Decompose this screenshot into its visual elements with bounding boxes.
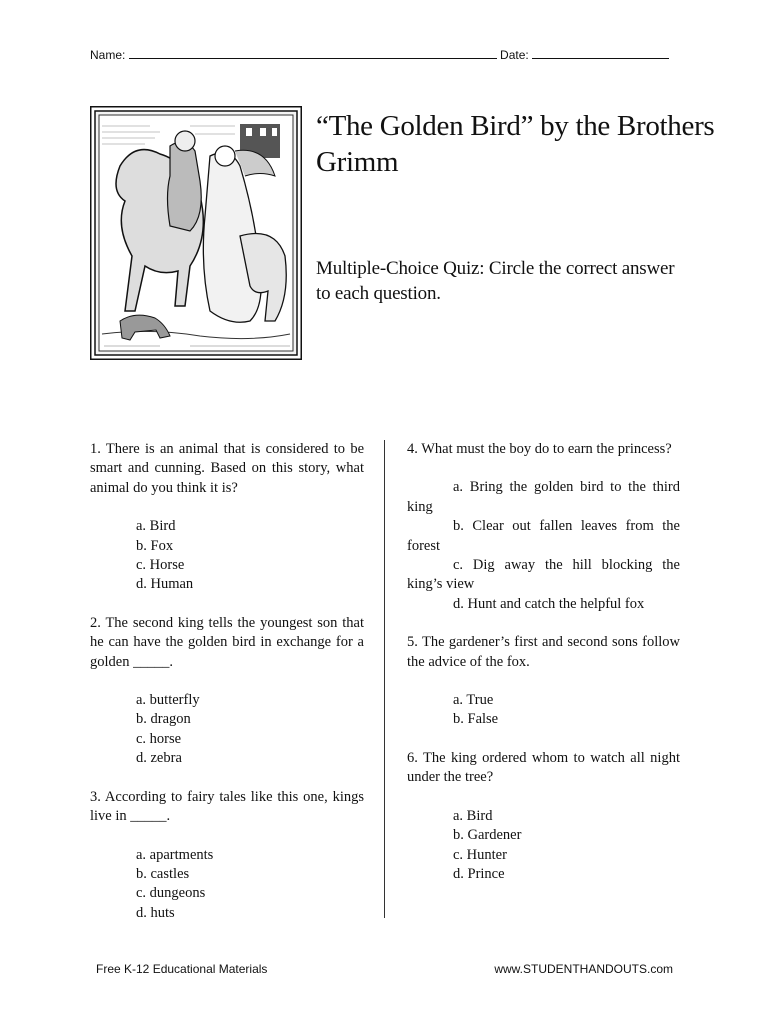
answer-option[interactable]: a. apartments [136,846,214,863]
footer-website: www.STUDENTHANDOUTS.com [494,962,673,976]
engraving-illustration [90,106,302,360]
quiz-instructions: Multiple-Choice Quiz: Circle the correct answer to each question. [316,258,675,304]
date-label: Date: [500,48,529,62]
name-label: Name: [90,48,126,62]
date-field[interactable] [532,48,669,59]
questions-left-column [90,440,364,942]
answer-option[interactable]: c. dungeons [136,885,206,902]
question-text: 5. The gardener’s first and second sons follow the advice of the fox. [407,634,680,670]
question-text: 4. What must the boy do to earn the princess? [407,441,672,457]
answer-option[interactable]: c. Dig away the hill blocking the king’s view [407,557,680,593]
answer-options [136,691,364,769]
footer-left-text: Free K-12 Educational Materials [96,962,268,976]
answer-option[interactable]: c. Horse [136,557,185,574]
answer-option[interactable]: c. horse [136,730,182,747]
answer-option[interactable]: d. huts [136,904,175,921]
answer-option[interactable]: d. Prince [453,865,505,882]
question-text: 1. There is an animal that is considered to be smart and cunning. Based on this story, what animal do you think it is? [90,441,364,496]
page-title: “The Golden Bird” by the Brothers Grimm [316,110,715,178]
question-text: 3. According to fairy tales like this one, kings live in _____. [90,788,364,825]
answer-option[interactable]: a. Bring the golden bird to the third king [407,479,680,515]
answer-option[interactable]: b. Clear out fallen leaves from the forest [407,518,680,554]
answer-option[interactable]: a. True [453,692,494,709]
answer-option[interactable]: a. Bird [136,518,176,535]
question-text: 6. The king ordered whom to watch all night under the tree? [407,749,680,786]
name-field[interactable] [129,48,497,59]
answer-option[interactable]: d. Human [136,576,194,593]
column-divider [384,440,385,918]
questions-right-column [407,440,680,903]
answer-option[interactable]: d. Hunt and catch the helpful fox [453,595,645,612]
answer-option[interactable]: b. Gardener [453,827,522,844]
answer-options [136,517,364,595]
header [90,48,669,62]
answer-option[interactable]: a. butterfly [136,692,200,709]
answer-option[interactable]: c. Hunter [453,846,507,863]
answer-option[interactable]: a. Bird [453,807,493,824]
answer-options [136,846,364,924]
question-text: 2. The second king tells the youngest son that he can have the golden bird in exchange for a golden _____. [90,614,364,670]
answer-option[interactable]: d. zebra [136,750,182,767]
answer-options [453,807,680,885]
answer-option[interactable]: b. False [453,711,499,728]
answer-options [407,478,680,614]
answer-option[interactable]: b. Fox [136,537,174,554]
answer-option[interactable]: b. dragon [136,711,191,728]
answer-option[interactable]: b. castles [136,865,190,882]
answer-options [453,691,680,730]
